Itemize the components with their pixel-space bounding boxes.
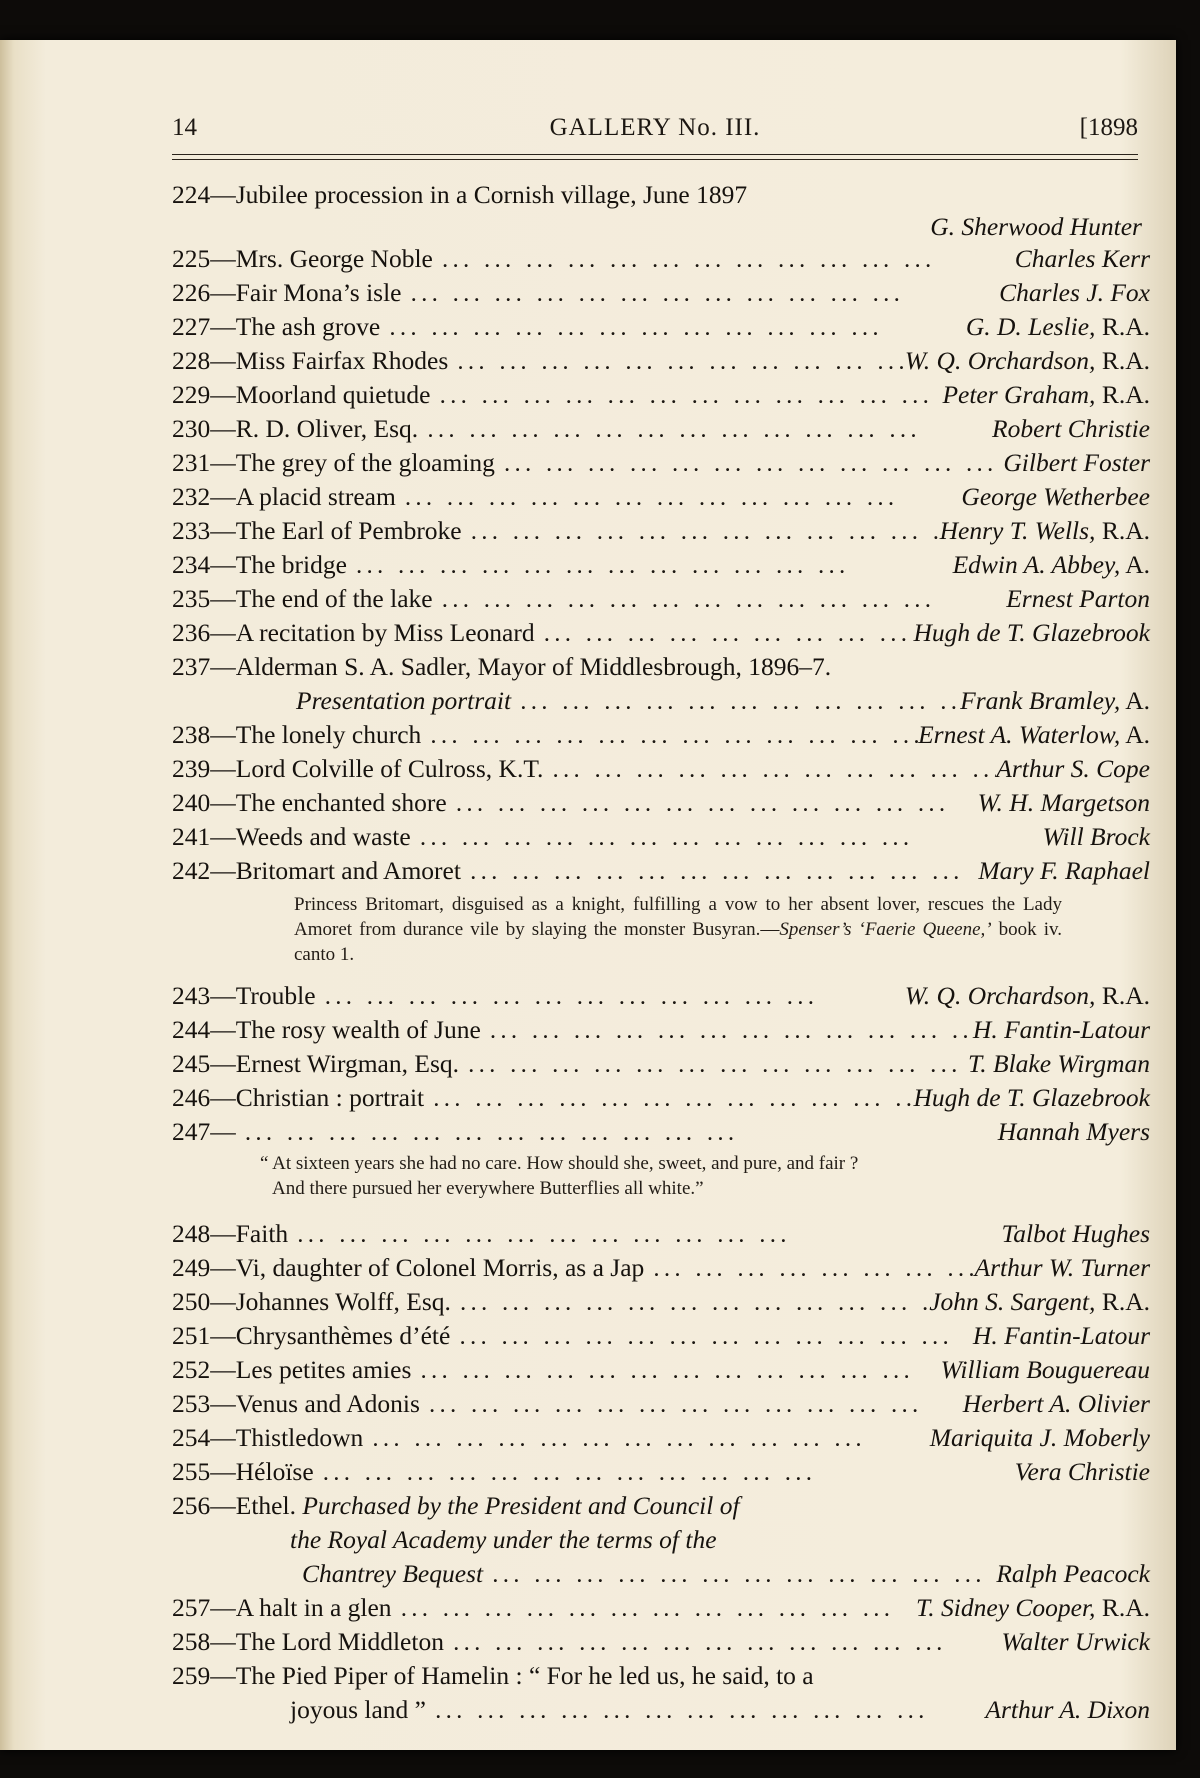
artist-name: John S. Sargent,	[929, 1287, 1096, 1316]
entry-259-title: 259—The Pied Piper of Hamelin : “ For he led us, he said, to a	[172, 1661, 814, 1690]
leader-dots	[380, 312, 966, 346]
artist-name: Ernest A. Waterlow,	[918, 720, 1121, 749]
book-page	[0, 40, 1176, 1750]
entry-256-line2: the Royal Academy under the terms of the	[290, 1525, 717, 1554]
entry-title: 247—	[172, 1117, 236, 1146]
entry-title: 225—Mrs. George Noble	[172, 244, 433, 273]
note-end: book iv. canto 1.	[294, 919, 1063, 965]
entry-240	[172, 786, 1150, 820]
entry-226	[172, 276, 1150, 310]
entry-237-title: 237—Alderman S. A. Sadler, Mayor of Middlesbrough, 1896–7.	[172, 652, 832, 681]
entry-225	[172, 242, 1150, 276]
entry-subtitle: Chantrey Bequest	[302, 1559, 484, 1588]
leader-dots	[314, 1457, 1015, 1491]
entry-256	[172, 1557, 1150, 1591]
leader-dots	[450, 1321, 973, 1355]
entry-title: 246—Christian : portrait	[172, 1083, 425, 1112]
entry-artist: Arthur A. Dixon	[985, 1695, 1150, 1724]
entry-259	[172, 1693, 1150, 1727]
entry-artist: Vera Christie	[1014, 1457, 1150, 1486]
entry-artist: Talbot Hughes	[1001, 1219, 1150, 1248]
artist-name: Frank Bramley,	[960, 686, 1121, 715]
artist-rank: A.	[1120, 550, 1150, 579]
entry-artist	[918, 718, 1150, 752]
leader-dots	[288, 1219, 1001, 1253]
leader-dots	[459, 1049, 968, 1083]
entry-artist: Charles J. Fox	[999, 278, 1150, 307]
entry-title: 250—Johannes Wolff, Esq.	[172, 1287, 451, 1316]
entry-artist	[953, 548, 1150, 582]
entry-artist	[916, 1591, 1150, 1625]
entry-title: 255—Héloïse	[172, 1457, 314, 1486]
entry-title: 244—The rosy wealth of June	[172, 1015, 481, 1044]
leader-dots	[444, 1627, 1002, 1661]
entry-subtitle: Presentation portrait	[296, 686, 512, 715]
note-text: Princess Britomart, disguised as a knight, fulfilling a vow to her absent lover, rescues the Lady Amoret from durance vile by slaying the monster Busyran.—	[294, 894, 1062, 940]
entry-236	[172, 616, 1150, 650]
entry-artist: Arthur W. Turner	[974, 1253, 1150, 1282]
entry-235	[172, 582, 1150, 616]
entry-artist	[905, 344, 1150, 378]
leader-dots	[433, 244, 1015, 278]
entry-artist: Arthur S. Cope	[996, 754, 1150, 783]
artist-name: Henry T. Wells,	[939, 516, 1096, 545]
artist-rank: A.	[1120, 720, 1150, 749]
entry-title: 241—Weeds and waste	[172, 822, 411, 851]
entry-artist: Ernest Parton	[1006, 584, 1150, 613]
entry-232	[172, 480, 1150, 514]
catalogue-list	[172, 178, 1150, 1727]
entry-title: 248—Faith	[172, 1219, 289, 1248]
leader-dots	[447, 788, 978, 822]
entry-artist: H. Fantin-Latour	[972, 1015, 1150, 1044]
artist-rank: R.A.	[1095, 516, 1150, 545]
entry-artist: T. Blake Wirgman	[967, 1049, 1150, 1078]
entry-250	[172, 1285, 1150, 1319]
artist-name: G. D. Leslie,	[965, 312, 1096, 341]
entry-title: 251—Chrysanthèmes d’été	[172, 1321, 451, 1350]
leader-dots	[396, 482, 962, 516]
leader-dots	[433, 584, 1007, 618]
artist-name: T. Sidney Cooper,	[916, 1593, 1096, 1622]
entry-title: 256—Ethel.	[172, 1491, 296, 1520]
entry-237	[172, 684, 1150, 718]
verse-line: “ At sixteen years she had no care. How should she, sweet, and pure, and fair ?	[260, 1153, 859, 1174]
entry-title: 233—The Earl of Pembroke	[172, 516, 462, 545]
entry-title: 258—The Lord Middleton	[172, 1627, 444, 1656]
entry-artist	[942, 378, 1150, 412]
leader-dots	[431, 380, 943, 414]
entry-244	[172, 1013, 1150, 1047]
entry-title: 249—Vi, daughter of Colonel Morris, as a Jap	[172, 1253, 645, 1282]
entry-253	[172, 1387, 1150, 1421]
artist-rank: R.A.	[1095, 1287, 1150, 1316]
leader-dots	[316, 981, 905, 1015]
entry-artist: Charles Kerr	[1014, 244, 1150, 273]
leader-dots	[511, 686, 960, 720]
artist-rank: R.A.	[1095, 981, 1150, 1010]
entry-242-note	[172, 888, 1150, 979]
entry-title: 238—The lonely church	[172, 720, 422, 749]
entry-228	[172, 344, 1150, 378]
entry-artist: H. Fantin-Latour	[972, 1321, 1150, 1350]
leader-dots	[481, 1015, 973, 1049]
artist-rank: R.A.	[1095, 380, 1150, 409]
leader-dots	[421, 720, 918, 754]
entry-title: 230—R. D. Oliver, Esq.	[172, 414, 419, 443]
entry-234	[172, 548, 1150, 582]
entry-artist	[960, 684, 1150, 718]
entry-227	[172, 310, 1150, 344]
entry-238	[172, 718, 1150, 752]
entry-purchase-note: Purchased by the President and Council of	[302, 1491, 740, 1520]
entry-252	[172, 1353, 1150, 1387]
entry-title: 226—Fair Mona’s isle	[172, 278, 402, 307]
entry-243	[172, 979, 1150, 1013]
entry-artist: Ralph Peacock	[996, 1559, 1150, 1588]
entry-title: 234—The bridge	[172, 550, 347, 579]
entry-artist: Walter Urwick	[1001, 1627, 1150, 1656]
leader-dots	[535, 618, 914, 652]
entry-title: 240—The enchanted shore	[172, 788, 447, 817]
verse-line: And there pursued her everywhere Butterflies all white.”	[272, 1178, 704, 1199]
leader-dots	[543, 754, 996, 788]
artist-name: Peter Graham,	[942, 380, 1096, 409]
entry-artist	[966, 310, 1150, 344]
artist-name: W. Q. Orchardson,	[904, 346, 1096, 375]
entry-230	[172, 412, 1150, 446]
entry-249	[172, 1251, 1150, 1285]
entry-artist	[905, 979, 1150, 1013]
entry-artist: Hannah Myers	[997, 1117, 1150, 1146]
entry-title: 236—A recitation by Miss Leonard	[172, 618, 535, 647]
leader-dots	[363, 1423, 930, 1457]
entry-256-line1	[172, 1489, 1150, 1523]
artist-rank: R.A.	[1095, 346, 1150, 375]
leader-dots	[461, 856, 978, 890]
leader-dots	[418, 414, 992, 448]
leader-dots	[483, 1559, 996, 1593]
entry-artist: Gilbert Foster	[1003, 448, 1150, 477]
entry-231	[172, 446, 1150, 480]
entry-255	[172, 1455, 1150, 1489]
gallery-title: GALLERY No. III.	[549, 114, 761, 141]
entry-title: 235—The end of the lake	[172, 584, 433, 613]
header-rule	[172, 154, 1138, 155]
entry-245	[172, 1047, 1150, 1081]
entry-248	[172, 1217, 1150, 1251]
leader-dots	[495, 448, 1003, 482]
entry-229	[172, 378, 1150, 412]
entry-title: 242—Britomart and Amoret	[172, 856, 461, 885]
entry-title: 231—The grey of the gloaming	[172, 448, 495, 477]
entry-233	[172, 514, 1150, 548]
entry-title: 243—Trouble	[172, 981, 316, 1010]
entry-artist: Hugh de T. Glazebrook	[913, 618, 1150, 647]
entry-artist: Hugh de T. Glazebrook	[913, 1083, 1150, 1112]
leader-dots	[411, 1355, 940, 1389]
entry-artist: Herbert A. Olivier	[962, 1389, 1150, 1418]
entry-title: 257—A halt in a glen	[172, 1593, 392, 1622]
entry-title: 228—Miss Fairfax Rhodes	[172, 346, 449, 375]
entry-257	[172, 1591, 1150, 1625]
entry-artist: Robert Christie	[992, 414, 1150, 443]
entry-247-verse	[172, 1149, 1150, 1217]
entry-artist: George Wetherbee	[961, 482, 1150, 511]
entry-242	[172, 854, 1150, 888]
leader-dots	[420, 1389, 963, 1423]
leader-dots	[462, 516, 940, 550]
note-source: Spenser’s ‘Faerie Queene,’	[779, 919, 992, 940]
leader-dots	[392, 1593, 916, 1627]
entry-title: 232—A placid stream	[172, 482, 396, 511]
artist-rank: R.A.	[1095, 1593, 1150, 1622]
leader-dots	[426, 1695, 985, 1729]
entry-title: 254—Thistledown	[172, 1423, 364, 1452]
entry-artist: Will Brock	[1042, 822, 1150, 851]
entry-title: 245—Ernest Wirgman, Esq.	[172, 1049, 459, 1078]
entry-241	[172, 820, 1150, 854]
header-rule-thin	[172, 159, 1138, 160]
entry-artist	[940, 514, 1150, 548]
artist-rank: A.	[1120, 686, 1150, 715]
entry-247	[172, 1115, 1150, 1149]
entry-title: 253—Venus and Adonis	[172, 1389, 420, 1418]
entry-title: 239—Lord Colville of Culross, K.T.	[172, 754, 544, 783]
artist-name: Edwin A. Abbey,	[952, 550, 1121, 579]
leader-dots	[402, 278, 1000, 312]
artist-rank: R.A.	[1095, 312, 1150, 341]
entry-title: 252—Les petites amies	[172, 1355, 412, 1384]
leader-dots	[236, 1117, 998, 1151]
header-year: [1898	[1079, 114, 1138, 141]
leader-dots	[411, 822, 1043, 856]
entry-title: 227—The ash grove	[172, 312, 381, 341]
entry-239	[172, 752, 1150, 786]
entry-artist	[929, 1285, 1150, 1319]
entry-title: 229—Moorland quietude	[172, 380, 431, 409]
leader-dots	[347, 550, 953, 584]
entry-224-artist: G. Sherwood Hunter	[930, 212, 1142, 241]
entry-224-title: 224—Jubilee procession in a Cornish village, June 1897	[172, 180, 748, 209]
entry-artist: Mary F. Raphael	[978, 856, 1150, 885]
page-number: 14	[172, 114, 197, 141]
artist-name: W. Q. Orchardson,	[904, 981, 1096, 1010]
entry-251	[172, 1319, 1150, 1353]
leader-dots	[448, 346, 905, 380]
entry-artist: William Bouguereau	[940, 1355, 1150, 1384]
entry-258	[172, 1625, 1150, 1659]
entry-subtitle: joyous land ”	[290, 1695, 426, 1724]
entry-artist: Mariquita J. Moberly	[929, 1423, 1150, 1452]
running-header	[172, 114, 1138, 154]
entry-254	[172, 1421, 1150, 1455]
entry-246	[172, 1081, 1150, 1115]
leader-dots	[424, 1083, 913, 1117]
leader-dots	[644, 1253, 974, 1287]
entry-artist: W. H. Margetson	[977, 788, 1150, 817]
leader-dots	[451, 1287, 929, 1321]
